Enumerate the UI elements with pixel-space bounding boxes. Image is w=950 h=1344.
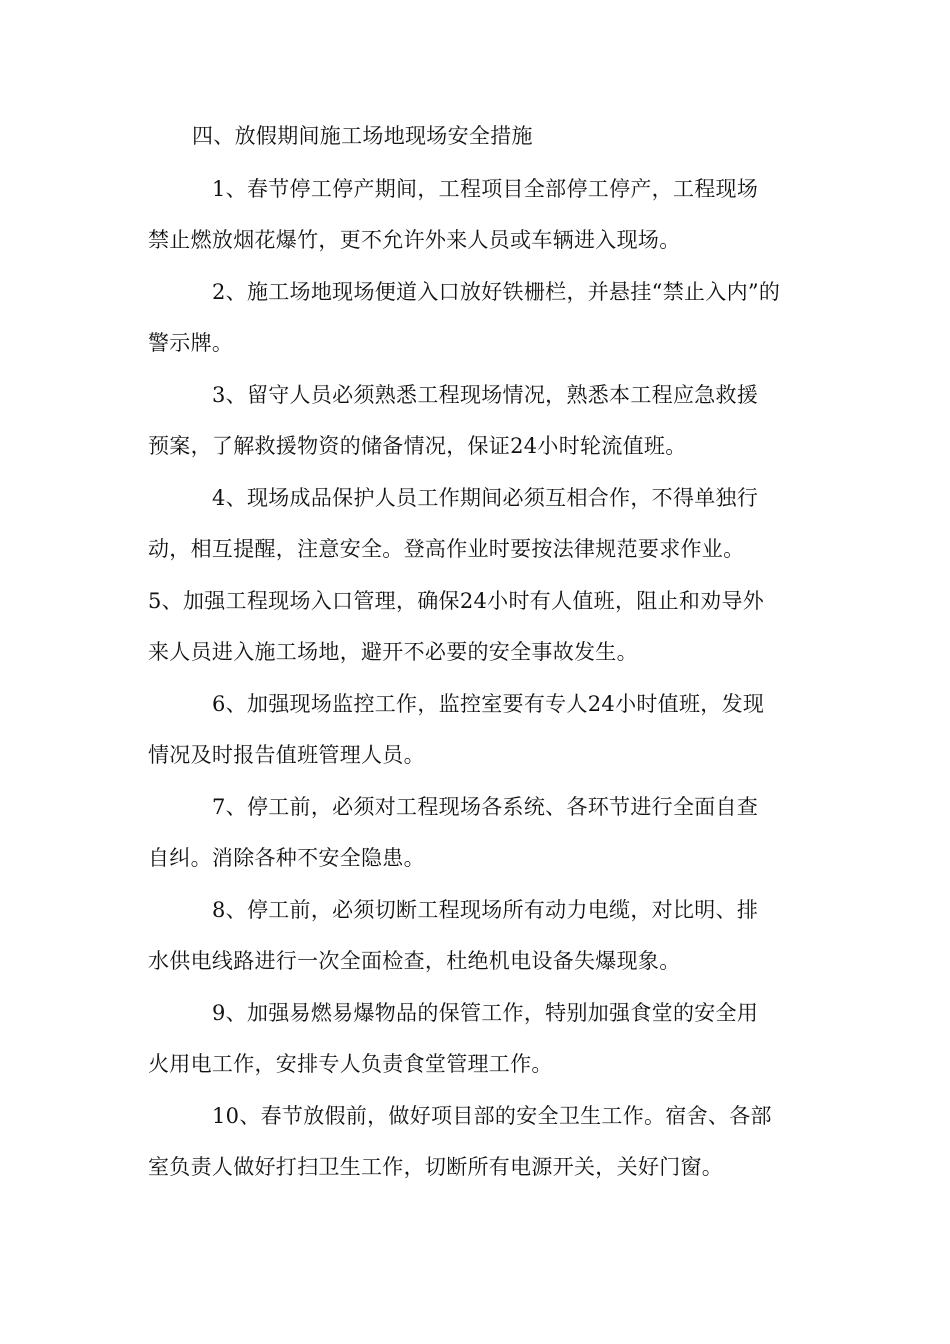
- paragraph-6-line-1: 6、加强现场监控工作，监控室要有专人24小时值班，发现: [212, 692, 765, 716]
- paragraph-5-line-1: 5、加强工程现场入口管理，确保24小时有人值班，阻止和劝导外: [148, 589, 765, 613]
- paragraph-8-line-2: 水供电线路进行一次全面检查，杜绝机电设备失爆现象。: [148, 949, 681, 973]
- paragraph-10-line-2: 室负责人做好打扫卫生工作，切断所有电源开关，关好门窗。: [148, 1155, 724, 1179]
- paragraph-7-line-1: 7、停工前，必须对工程现场各系统、各环节进行全面自查: [212, 795, 759, 819]
- paragraph-2-line-1: 2、施工场地现场便道入口放好铁栅栏，并悬挂“禁止入内”的: [212, 280, 781, 304]
- paragraph-2-line-2: 警示牌。: [148, 331, 234, 355]
- paragraph-8-line-1: 8、停工前，必须切断工程现场所有动力电缆，对比明、排: [212, 898, 759, 922]
- paragraph-5-line-2: 来人员进入施工场地，避开不必要的安全事故发生。: [148, 640, 638, 664]
- paragraph-10-line-1: 10、春节放假前，做好项目部的安全卫生工作。宿舍、各部: [212, 1104, 772, 1128]
- paragraph-3-line-1: 3、留守人员必须熟悉工程现场情况，熟悉本工程应急救援: [212, 383, 759, 407]
- paragraph-9-line-2: 火用电工作，安排专人负责食堂管理工作。: [148, 1052, 553, 1076]
- section-heading: 四、放假期间施工场地现场安全措施: [192, 124, 533, 148]
- paragraph-1-line-1: 1、春节停工停产期间，工程项目全部停工停产，工程现场: [212, 177, 759, 201]
- paragraph-1-line-2: 禁止燃放烟花爆竹，更不允许外来人员或车辆进入现场。: [148, 228, 681, 252]
- paragraph-4-line-1: 4、现场成品保护人员工作期间必须互相合作，不得单独行: [212, 486, 759, 510]
- paragraph-6-line-2: 情况及时报告值班管理人员。: [148, 743, 425, 767]
- paragraph-9-line-1: 9、加强易燃易爆物品的保管工作，特别加强食堂的安全用: [212, 1001, 759, 1025]
- paragraph-3-line-2: 预案，了解救援物资的储备情况，保证24小时轮流值班。: [148, 434, 687, 458]
- paragraph-7-line-2: 自纠。消除各种不安全隐患。: [148, 846, 425, 870]
- paragraph-4-line-2: 动，相互提醒，注意安全。登高作业时要按法律规范要求作业。: [148, 537, 745, 561]
